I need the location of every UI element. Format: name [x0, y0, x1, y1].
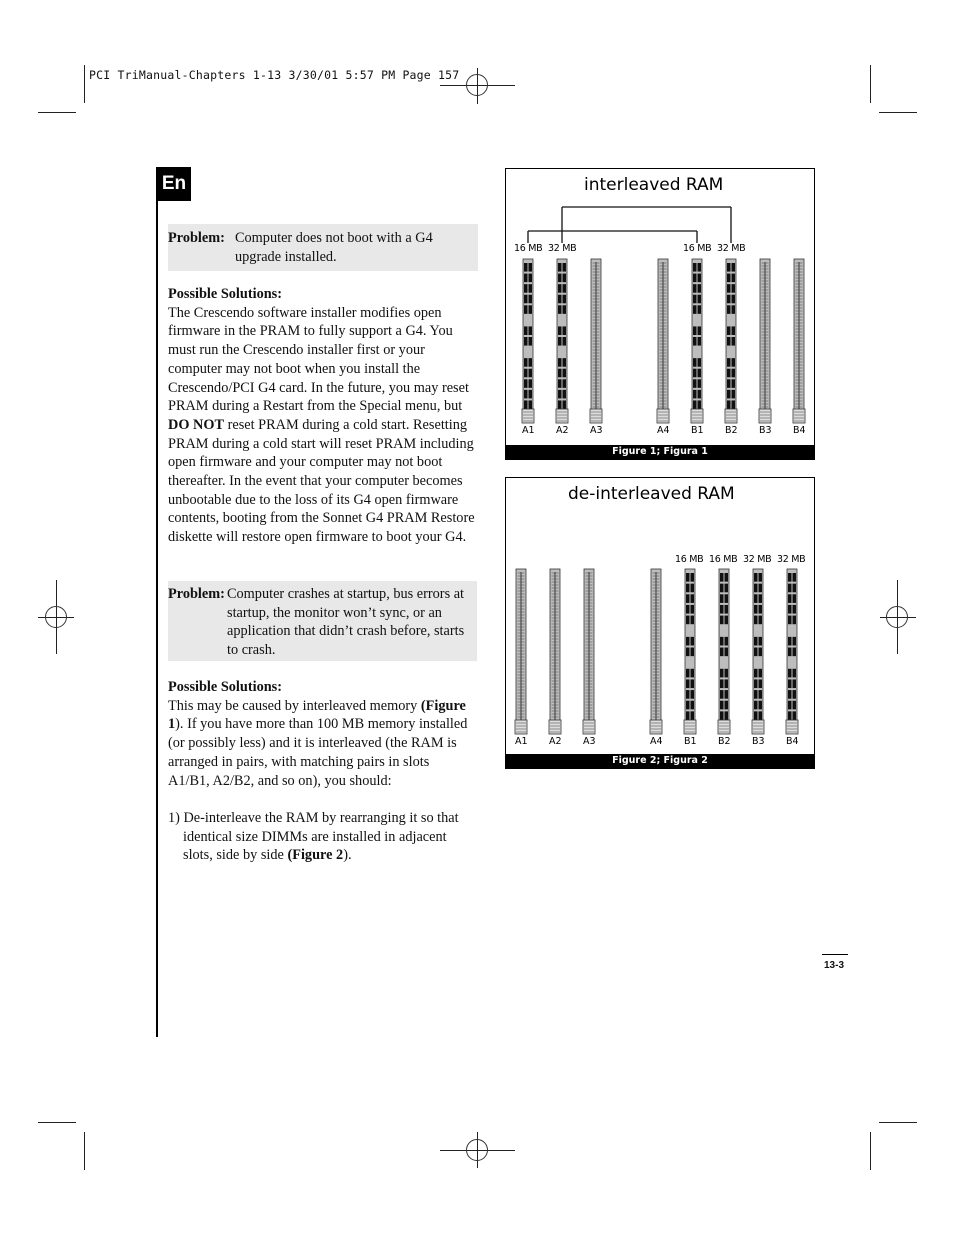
registration-mark-bottom	[466, 1139, 488, 1161]
page-number-rule	[822, 954, 848, 955]
mb-label: 16 MB	[514, 243, 543, 254]
slot-label: B2	[725, 425, 738, 436]
mb-label: 16 MB	[675, 554, 704, 565]
slot-label: A4	[650, 736, 663, 747]
slot-label: A1	[522, 425, 535, 436]
problem-text: application that didn’t crash before, starts	[227, 623, 465, 640]
ram-slots-diagram	[506, 478, 814, 754]
solutions-section-1	[168, 285, 478, 547]
margin-rule	[156, 167, 158, 1037]
slot-label: B1	[691, 425, 704, 436]
dimm-slot-filled	[556, 259, 568, 423]
problem-box-2	[168, 581, 477, 661]
mb-label: 16 MB	[709, 554, 738, 565]
figure-title: interleaved RAM	[584, 175, 724, 195]
figure-interleaved-ram	[505, 168, 815, 460]
dimm-slot-filled	[725, 259, 737, 423]
dimm-slot-filled	[718, 569, 730, 734]
slot-label: B4	[793, 425, 806, 436]
dimm-slot-empty	[650, 569, 662, 734]
figure-title: de-interleaved RAM	[568, 484, 735, 504]
solutions-paragraph: The Crescendo software installer modifies open firmware in the PRAM to fully support a G4. You must run the Crescendo installer first or your computer may not boot when you install the Crescendo/PCI G4 card. In the future, you may reset PRAM during a Restart from the Special menu, but DO NOT reset PRAM during a cold start. Resetting PRAM during a cold start will reset PRAM including open firmware and your computer may not boot thereafter. In the event that your computer becomes unbootable due to the loss of its G4 open firmware contents, booting from the Sonnet G4 PRAM Restore diskette will restore open firmware to boot your G4.	[168, 304, 475, 546]
registration-mark-right	[886, 606, 908, 628]
slot-label: A2	[556, 425, 569, 436]
slot-label: A1	[515, 736, 528, 747]
mb-label: 32 MB	[777, 554, 806, 565]
dimm-slot-empty	[515, 569, 527, 734]
dimm-slot-empty	[583, 569, 595, 734]
numbered-list	[168, 809, 468, 865]
registration-mark-top	[466, 74, 488, 96]
slot-label: A2	[549, 736, 562, 747]
dimm-slot-empty	[549, 569, 561, 734]
dimm-slot-empty	[657, 259, 669, 423]
problem-text: Computer crashes at startup, bus errors at	[227, 586, 465, 602]
slot-label: B2	[718, 736, 731, 747]
figure-caption: Figure 1; Figura 1	[506, 445, 814, 459]
page-number: 13-3	[824, 960, 845, 971]
figure-deinterleaved-ram	[505, 477, 815, 769]
dimm-slot-filled	[691, 259, 703, 423]
slot-label: A3	[583, 736, 596, 747]
mb-label: 32 MB	[717, 243, 746, 254]
solutions-section-2	[168, 678, 473, 790]
solutions-paragraph: This may be caused by interleaved memory (Figure 1). If you have more than 100 MB memory installed (or possibly less) and it is interleaved (the RAM is arranged in pairs, with matching pairs in slots A1/B1, A2/B2, and so on), you should:	[168, 697, 468, 789]
slot-label: A4	[657, 425, 670, 436]
print-slug: PCI TriManual-Chapters 1-13 3/30/01 5:57 PM Page 157	[89, 68, 460, 82]
problem-label: Problem:	[168, 586, 225, 602]
slot-label: B4	[786, 736, 799, 747]
dimm-slot-filled	[522, 259, 534, 423]
dimm-slot-filled	[684, 569, 696, 734]
slot-label: B3	[759, 425, 772, 436]
figure-caption: Figure 2; Figura 2	[506, 754, 814, 768]
dimm-slot-filled	[786, 569, 798, 734]
mb-label: 32 MB	[743, 554, 772, 565]
problem-text: to crash.	[227, 641, 276, 658]
mb-label: 32 MB	[548, 243, 577, 254]
slot-label: B3	[752, 736, 765, 747]
dimm-slot-empty	[590, 259, 602, 423]
mb-label: 16 MB	[683, 243, 712, 254]
problem-label: Problem:	[168, 230, 225, 246]
problem-box-1	[168, 224, 478, 271]
language-tab: En	[157, 167, 191, 201]
registration-mark-left	[45, 606, 67, 628]
slot-label: B1	[684, 736, 697, 747]
solutions-heading: Possible Solutions:	[168, 286, 283, 302]
solutions-heading: Possible Solutions:	[168, 679, 283, 695]
problem-text: startup, the monitor won’t sync, or an	[227, 604, 442, 621]
dimm-slot-filled	[752, 569, 764, 734]
ram-slots-diagram	[506, 169, 814, 445]
dimm-slot-empty	[793, 259, 805, 423]
problem-text: upgrade installed.	[235, 248, 337, 265]
list-item: 1) De-interleave the RAM by rearranging it so that identical size DIMMs are installed in adjacent slots, side by side (Figure 2).	[168, 810, 459, 864]
problem-text: Computer does not boot with a G4	[235, 230, 433, 246]
slot-label: A3	[590, 425, 603, 436]
dimm-slot-empty	[759, 259, 771, 423]
